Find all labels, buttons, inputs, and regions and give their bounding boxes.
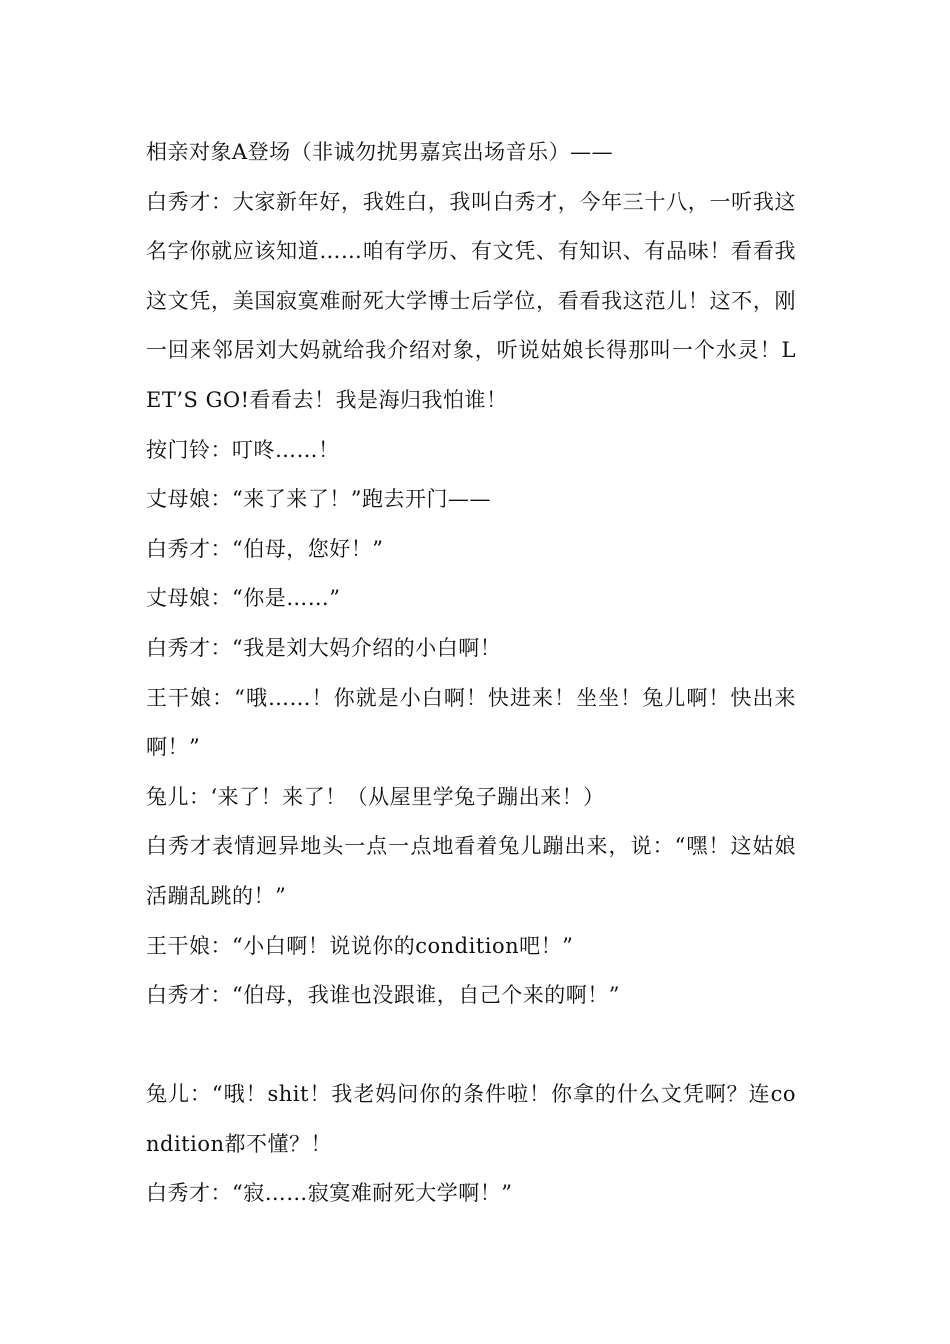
blank-line <box>146 1021 796 1071</box>
paragraph-mother-in-law-1: 丈母娘：“来了来了！”跑去开门—— <box>146 487 491 512</box>
paragraph-mother-in-law-2: 丈母娘：“你是……” <box>146 586 341 611</box>
paragraph-wang-1: 王干娘：“哦……！你就是小白啊！快进来！坐坐！兔儿啊！快出来啊！” <box>146 685 796 760</box>
paragraph-wang-2: 王干娘：“小白啊！说说你的condition吧！” <box>146 933 574 958</box>
paragraph-bai-intro: 白秀才：大家新年好，我姓白，我叫白秀才，今年三十八，一听我这名字你就应该知道……咱有学历、有文凭、有知识、有品味！看看我这文凭，美国寂寞难耐死大学博士后学位，看看我这范儿！这不，刚一回来邻居刘大妈就给我介绍对象，听说姑娘长得那叫一个水灵！LET’S GO!看看去！我是海归我怕谁！ <box>146 189 796 412</box>
paragraph-bai-greeting: 白秀才：“伯母，您好！” <box>146 536 384 561</box>
paragraph-bai-answer: 白秀才：“伯母，我谁也没跟谁，自己个来的啊！” <box>146 983 620 1008</box>
document-body <box>146 128 796 1219</box>
paragraph-bai-final: 白秀才：“寂……寂寞难耐死大学啊！” <box>146 1181 513 1206</box>
paragraph-tuer-1: 兔儿：‘来了！来了！（从屋里学兔子蹦出来！） <box>146 784 605 809</box>
paragraph-tuer-2: 兔儿：“哦！shit！我老妈问你的条件啦！你拿的什么文凭啊？连condition都不懂？！ <box>146 1082 796 1156</box>
paragraph-bai-reaction: 白秀才表情迥异地头一点一点地看着兔儿蹦出来，说：“嘿！这姑娘活蹦乱跳的！” <box>146 834 796 908</box>
paragraph-doorbell: 按门铃：叮咚……！ <box>146 437 340 462</box>
paragraph-stage-direction: 相亲对象A登场（非诚勿扰男嘉宾出场音乐）—— <box>146 140 614 164</box>
paragraph-bai-reply: 白秀才：“我是刘大妈介绍的小白啊！ <box>146 635 502 660</box>
